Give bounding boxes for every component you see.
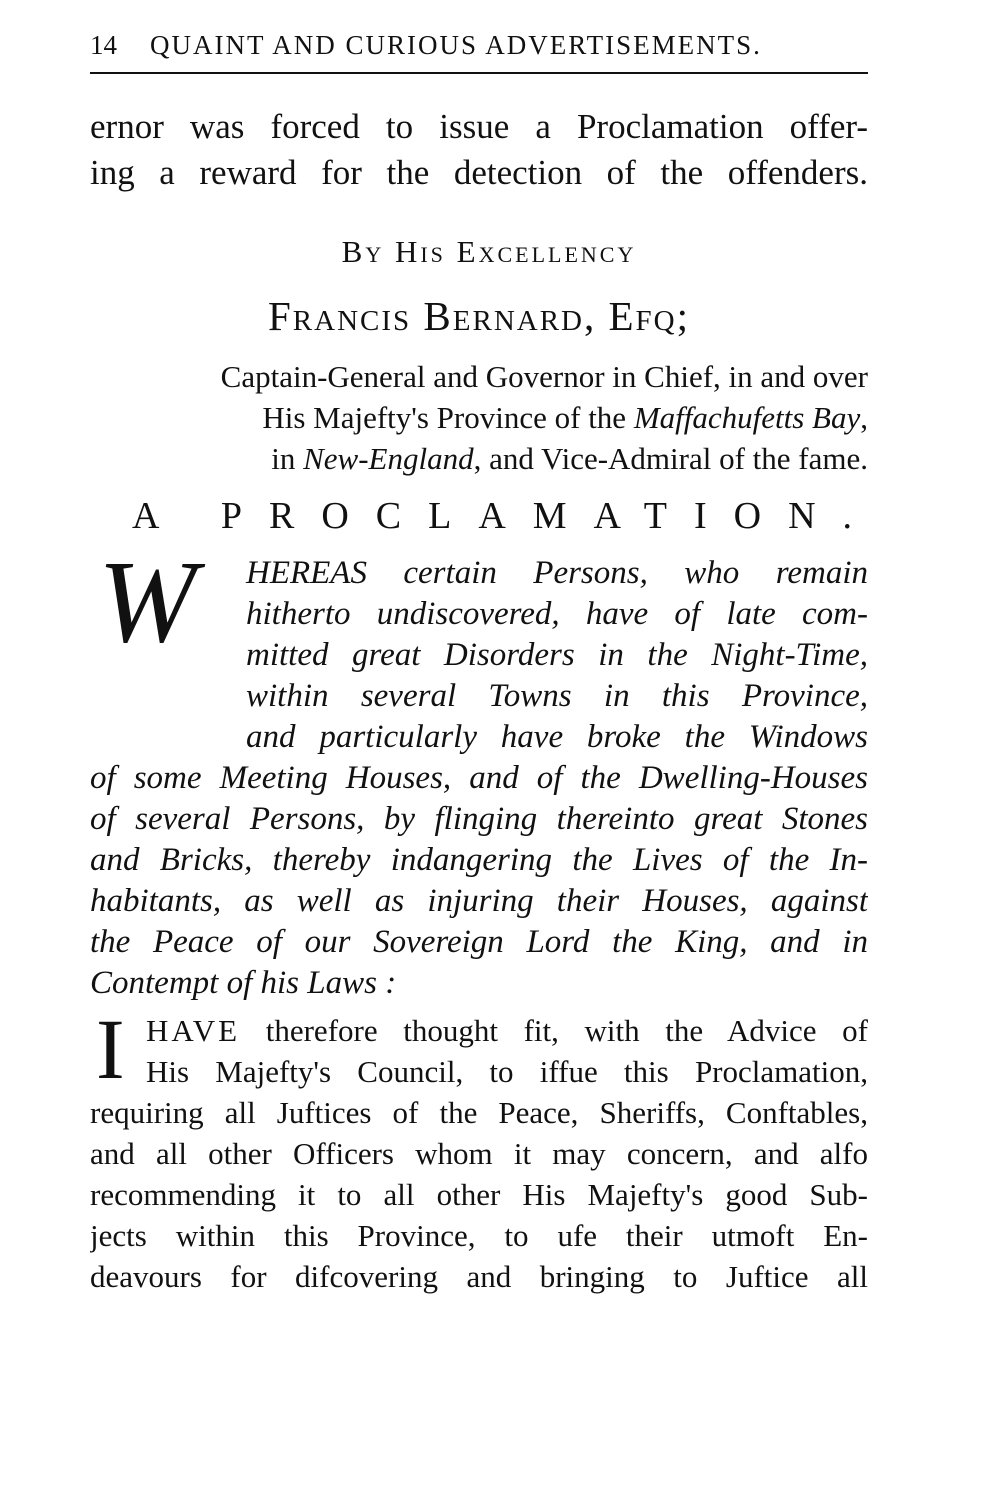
whereas-line: and particularly have broke the Windows	[246, 719, 868, 755]
intro-line: ing a reward for the detection of the offenders.	[90, 153, 868, 192]
book-page	[90, 30, 880, 1297]
governor-titles	[90, 356, 868, 479]
title-line	[90, 438, 868, 479]
intro-line: ernor was forced to issue a Proclamation offer-	[90, 107, 868, 146]
resolution-line	[90, 1010, 868, 1051]
whereas-line: mitted great Disorders in the Night-Time,	[246, 637, 868, 673]
whereas-line: HEREAS certain Persons, who remain	[246, 555, 868, 591]
resolution-line: recommending it to all other His Majefty's good Sub-	[90, 1177, 868, 1212]
whereas-line: the Peace of our Sovereign Lord the King, and in	[90, 924, 868, 960]
whereas-line: of some Meeting Houses, and of the Dwelling-Houses	[90, 760, 868, 796]
intro-paragraph	[90, 104, 868, 196]
excellency-line: By His Excellency	[341, 234, 637, 269]
resolution-line: His Majefty's Council, to iffue this Proclamation,	[146, 1054, 868, 1089]
whereas-line: hitherto undiscovered, have of late com-	[246, 596, 868, 632]
drop-cap-i: I	[96, 1001, 125, 1097]
whereas-line: within several Towns in this Province,	[246, 678, 868, 714]
place-name: New-England	[303, 441, 474, 476]
resolution-line: jects within this Province, to ufe their utmoft En-	[90, 1218, 868, 1253]
title-line	[90, 397, 868, 438]
running-head	[90, 30, 868, 72]
title-text: in	[271, 441, 304, 476]
proclamation-heading: A PROCLAMATION.	[132, 495, 880, 537]
whereas-line: Contempt of his Laws :	[90, 965, 397, 1001]
resolution-line: and all other Officers whom it may concern, and alfo	[90, 1136, 868, 1171]
resolution-line: requiring all Juftices of the Peace, Sheriffs, Conftables,	[90, 1095, 868, 1130]
title-text: His Majefty's Province of the	[262, 400, 634, 435]
running-title: QUAINT AND CURIOUS ADVERTISEMENTS.	[150, 30, 762, 60]
whereas-line: and Bricks, thereby indangering the Lives of the In-	[90, 842, 868, 878]
title-text: , and Vice-Admiral of the fame.	[473, 441, 868, 476]
title-line: Captain-General and Governor in Chief, in and over	[220, 359, 868, 394]
page-number: 14	[90, 30, 117, 60]
governor-name: Francis Bernard, Efq;	[268, 293, 690, 339]
whereas-paragraph	[90, 536, 868, 1004]
whereas-line: habitants, as well as injuring their Houses, against	[90, 883, 868, 919]
resolution-paragraph	[90, 1001, 868, 1297]
title-text: ,	[860, 400, 868, 435]
resolution-line: deavours for difcovering and bringing to Juftice all	[90, 1259, 868, 1294]
resolution-first-word: HAVE	[146, 1013, 241, 1048]
place-name: Maffachufetts Bay	[633, 400, 861, 435]
header-rule	[90, 72, 868, 74]
resolution-text: therefore thought fit, with the Advice of	[240, 1013, 868, 1048]
drop-cap-w: W	[98, 536, 197, 667]
whereas-line: of several Persons, by flinging thereinto great Stones	[90, 801, 868, 837]
